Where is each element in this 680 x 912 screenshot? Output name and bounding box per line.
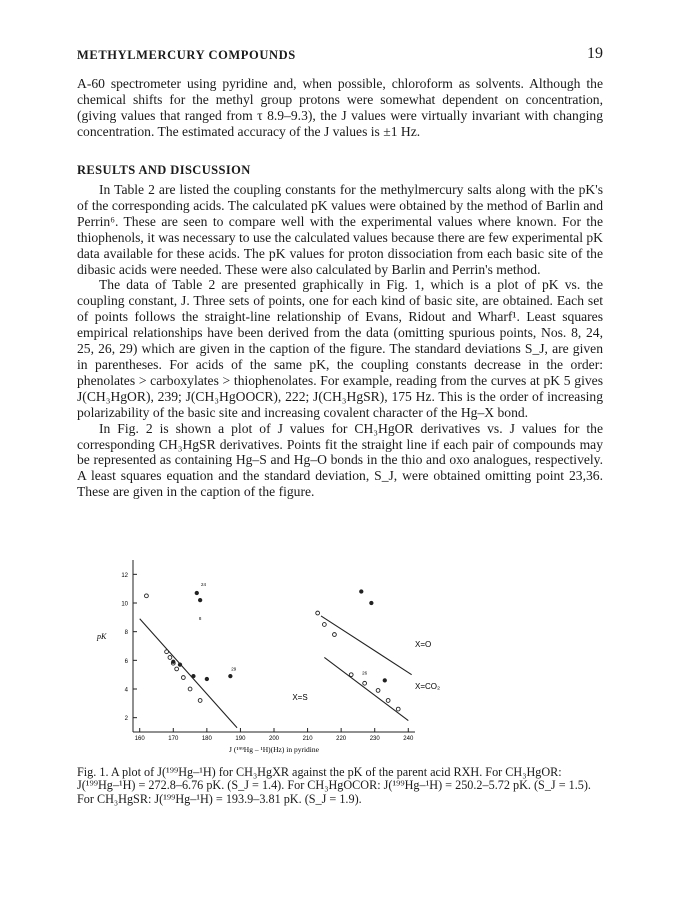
point-annotation: 26 <box>362 670 368 676</box>
x-tick-label: 240 <box>403 736 414 742</box>
paragraph-intro: A-60 spectrometer using pyridine and, when possible, chloroform as solvents. Although the chemical shifts for the methyl group protons were somewhat dependent on concentration, (giving values that ranged from τ 8.9–9.3), the J values were virtually invariant with changing concentration. The estimated accuracy of the J values is ±1 Hz. <box>77 76 603 139</box>
x-tick-label: 160 <box>134 736 145 742</box>
point-annotation: 29 <box>231 666 237 672</box>
y-tick-label: 4 <box>124 687 128 694</box>
section-heading: RESULTS AND DISCUSSION <box>77 163 251 177</box>
data-point-filled <box>229 674 232 677</box>
paragraph-2: The data of Table 2 are presented graphically in Fig. 1, which is a plot of pK vs. the coupling constant, J. Three sets of points, one for each kind of basic site, are obtained. Each set of points follows the straight-line relationship of Evans, Ridout and Wharf¹. Least squares empirical relationships have been derived from the data (omitting spurious points, Nos. 8, 24, 25, 26, 29) which are given in the caption of the figure. The standard deviations S_J, are given in parentheses. For acids of the same pK, the coupling constants decrease in the order: phenolates > carboxylates > thiophenolates. For example, reading from the curves at pK 5 gives J(CH₃HgOR), 239; J(CH₃HgOOCR), 222; J(CH₃HgSR), 175 Hz. This is the order of increasing polarizability of the basic site and increasing covalent character of the Hg–X bond. <box>77 277 603 420</box>
point-annotation: 8 <box>198 616 202 622</box>
data-point-filled <box>195 591 198 594</box>
data-point-filled <box>205 677 208 680</box>
x-tick-label: 200 <box>268 736 280 742</box>
data-point-open <box>145 594 149 598</box>
line-label: X=CO₂ <box>415 682 441 691</box>
y-tick-label: 8 <box>124 630 128 637</box>
regression-line <box>140 619 237 728</box>
line-label: X=S <box>292 693 308 702</box>
data-point-open <box>181 676 185 680</box>
data-point-filled <box>370 601 373 604</box>
data-point-open <box>168 656 172 660</box>
paragraph-1: In Table 2 are listed the coupling constants for the methylmercury salts along with the pK's of the corresponding acids. The calculated pK values were obtained by the method of Barlin and Perrin⁶. These are seen to compare well with the experimental values where known. For the thiophenols, it was necessary to use the calculated values because there are few experimental pK data available for these acids. The pK values for proton dissociation from each basic site of the dibasic acids were needed. These were also calculated by Barlin and Perrin's method. <box>77 182 603 277</box>
y-axis-label: pK <box>97 632 107 641</box>
x-axis-label: J (¹⁹⁹Hg – ¹H)(Hz) in pyridine <box>229 745 319 754</box>
x-tick-label: 220 <box>336 736 347 742</box>
line-label: X=O <box>415 640 432 649</box>
figure-caption-text: Fig. 1. A plot of J(¹⁹⁹Hg–¹H) for CH₃HgXR against the pK of the parent acid RXH. For CH₃HgOR: J(¹⁹⁹Hg–¹H) = 272.8–6.76 pK. (S_J = 1.4). For CH₃HgOCOR: J(¹⁹⁹Hg–¹H) = 250.2–5.72 pK. (S_J = 1.5). For CH₃HgSR: J(¹⁹⁹Hg–¹H) = 193.9–3.81 pK. (S_J = 1.9). <box>77 765 591 806</box>
page-number: 19 <box>587 45 603 62</box>
data-point-open <box>316 611 320 615</box>
data-point-open <box>322 623 326 627</box>
data-point-open <box>386 699 390 703</box>
figure-1 <box>95 552 441 754</box>
x-tick-label: 180 <box>201 736 212 742</box>
data-point-open <box>188 687 192 691</box>
x-tick-label: 230 <box>369 736 380 742</box>
data-point-open <box>333 633 337 637</box>
regression-line <box>321 616 412 675</box>
data-point-filled <box>178 663 181 666</box>
regression-line <box>324 657 408 720</box>
y-tick-label: 2 <box>124 716 128 723</box>
data-point-open <box>396 707 400 711</box>
data-point-filled <box>172 660 175 663</box>
x-tick-label: 170 <box>168 736 179 742</box>
data-point-filled <box>192 674 195 677</box>
body-text <box>77 76 603 140</box>
x-tick-label: 190 <box>235 736 246 742</box>
data-point-open <box>363 681 367 685</box>
data-point-open <box>349 673 353 677</box>
body-text-results <box>77 182 603 500</box>
y-tick-label: 10 <box>121 601 128 608</box>
data-point-open <box>175 667 179 671</box>
data-point-open <box>376 689 380 693</box>
x-tick-label: 210 <box>302 736 313 742</box>
data-point-open <box>165 650 169 654</box>
y-tick-label: 6 <box>124 658 128 665</box>
data-point-filled <box>360 590 363 593</box>
figure-caption <box>77 766 603 806</box>
point-annotation: 24 <box>200 581 207 587</box>
data-point-filled <box>383 679 386 682</box>
figure-1-chart <box>95 552 441 754</box>
paragraph-3: In Fig. 2 is shown a plot of J values for CH₃HgOR derivatives vs. J values for the corresponding CH₃HgSR derivatives. Points fit the straight line if each pair of compounds may be represented as containing Hg–S and Hg–O bonds in the thio and oxo analogues, respectively. A least squares equation and the standard deviation, S_J, were obtained omitting point 23,36. These are given in the caption of the figure. <box>77 420 603 500</box>
y-tick-label: 12 <box>121 572 128 579</box>
data-point-open <box>198 699 202 703</box>
data-point-filled <box>198 598 201 601</box>
running-head-title: METHYLMERCURY COMPOUNDS <box>77 48 296 62</box>
